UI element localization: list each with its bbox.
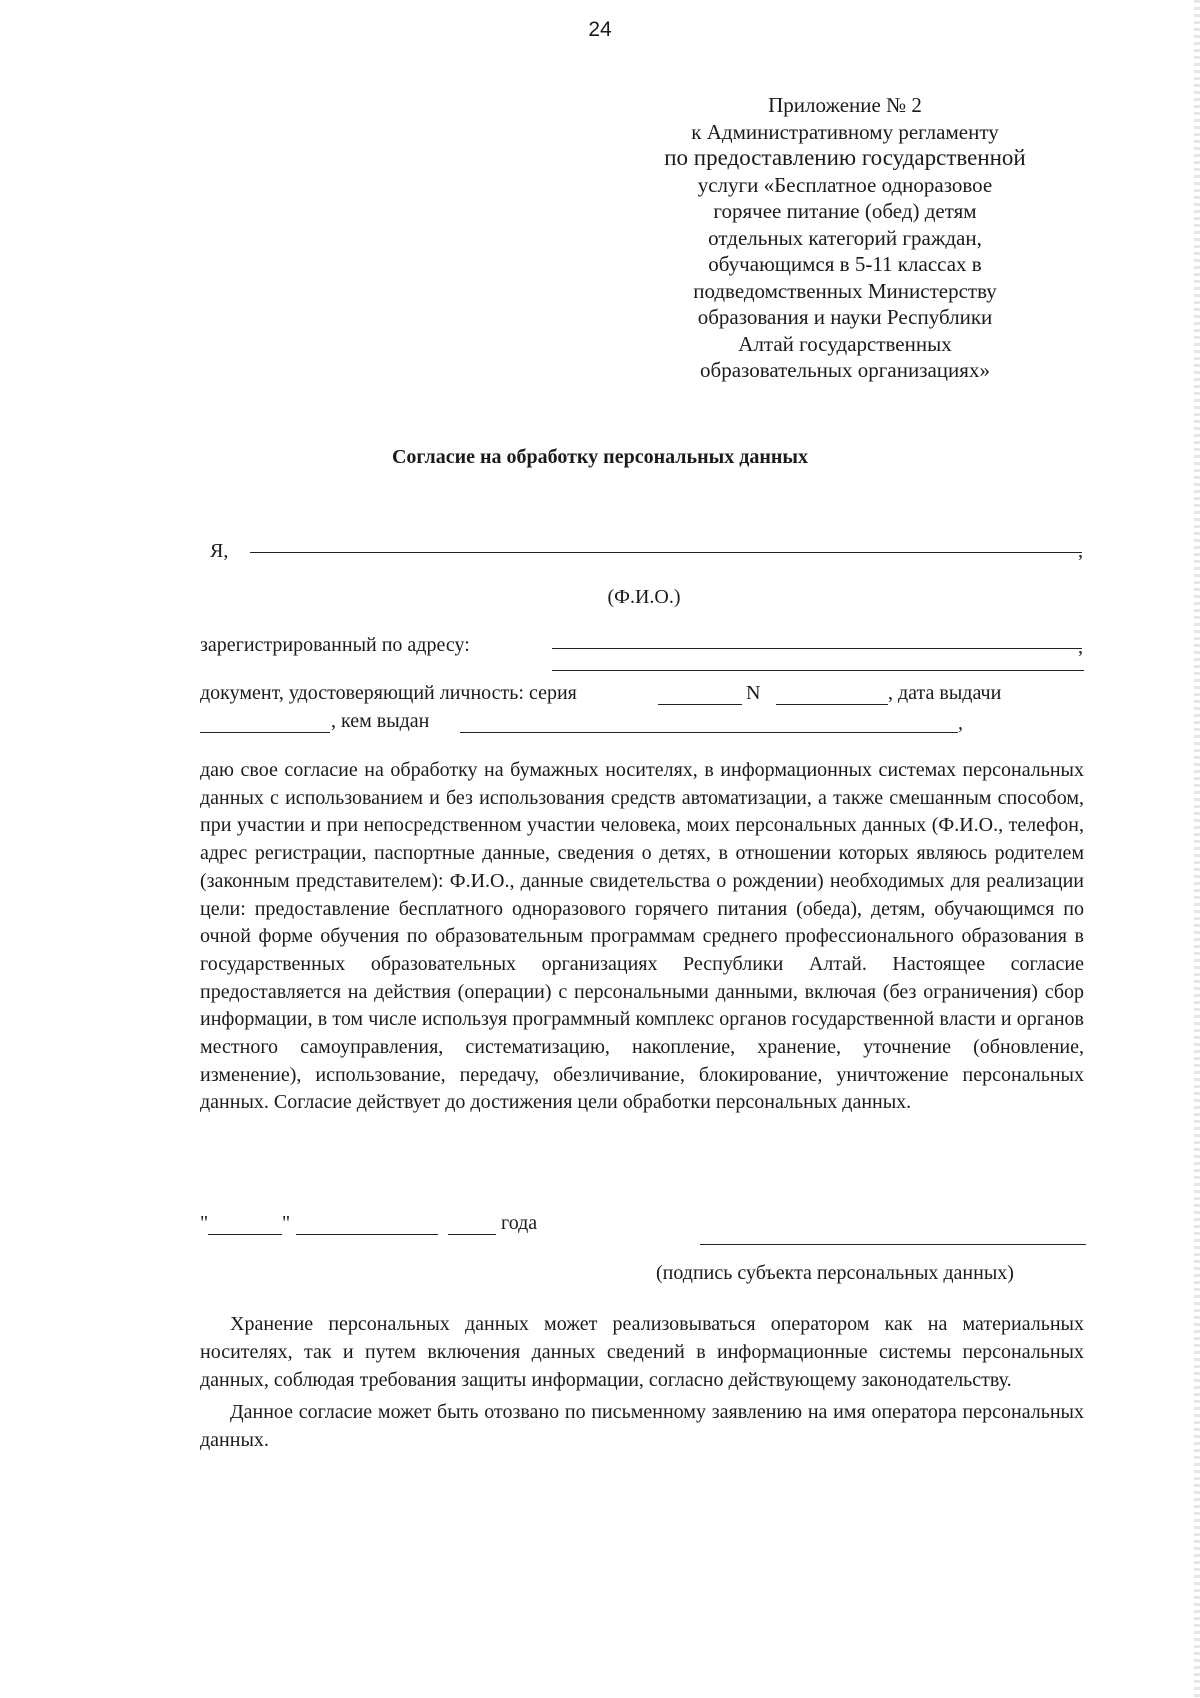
storage-note: Хранение персональных данных может реализовываться оператором как на материальных носителях, так и путем включения данных сведений в информационные системы персональных данных, соблюдая требования защиты информации, согласно действующему законодательству. (200, 1313, 1084, 1391)
notes-section (200, 1310, 1084, 1458)
fio-comma: , (1078, 540, 1083, 562)
issued-by-comma: , (958, 712, 963, 734)
appendix-line: Алтай государственных (738, 331, 952, 356)
page-number: 24 (588, 18, 612, 41)
number-field[interactable] (776, 704, 888, 705)
i-label: Я, (210, 540, 229, 562)
appendix-line: услуги «Бесплатное одноразовое (697, 172, 993, 197)
appendix-line: отдельных категорий граждан, (708, 225, 982, 250)
appendix-line: обучающимся в 5-11 классах в (708, 252, 982, 276)
day-field[interactable] (208, 1234, 282, 1235)
appendix-line: по предоставлению государственной (664, 145, 1026, 170)
document-label: документ, удостоверяющий личность: серия (200, 682, 577, 704)
issue-date-field[interactable] (200, 732, 330, 733)
appendix-line: Приложение № 2 (768, 93, 922, 117)
issued-by-label: , кем выдан (331, 710, 430, 732)
appendix-line: к Административному регламенту (691, 119, 999, 144)
appendix-line: подведомственных Министерству (693, 278, 997, 303)
appendix-header (645, 92, 1045, 384)
address-label: зарегистрированный по адресу: (200, 634, 470, 656)
fio-caption: (Ф.И.О.) (607, 586, 681, 608)
year-word: года (501, 1212, 538, 1234)
year-field[interactable] (448, 1234, 496, 1235)
appendix-line: образовательных организациях» (700, 358, 990, 382)
issue-date-label: , дата выдачи (888, 682, 1002, 704)
date-open-quote: " (200, 1212, 209, 1234)
address-field[interactable] (552, 648, 1082, 649)
consent-text: даю свое согласие на обработку на бумажных носителях, в информационных системах персональных данных с использованием и без использования средств автоматизации, а также смешанным способом, при участии и при непосредственном участии человека, моих персональных данных (Ф.И.О., телефон, адрес регистрации, паспортные данные, сведения о детях, в отношении которых являюсь родителем (законным представителем): Ф.И.О., данные свидетельства о рождении) необходимых для реализации цели: предоставление бесплатного одноразового горячего питания (обеда), детям, обучающимся по очной форме обучения по образовательным программам среднего профессионального образования в государственных образовательных организациях Республики Алтай. Настоящее согласие предоставляется на действия (операции) с персональными данными, включая (без ограничения) сбор информации, в том числе используя программный комплекс органов государственной власти и органов местного самоуправления, систематизацию, накопление, хранение, уточнение (обновление, изменение), использование, передачу, обезличивание, блокирование, уничтожение персональных данных. Согласие действует до достижения цели обработки персональных данных. (200, 759, 1084, 1114)
series-field[interactable] (658, 704, 742, 705)
document-title: Согласие на обработку персональных данных (391, 446, 808, 468)
appendix-line: образования и науки Республики (697, 305, 993, 329)
month-field[interactable] (296, 1234, 438, 1235)
address-field-line2[interactable] (552, 670, 1084, 671)
signature-caption: (подпись субъекта персональных данных) (656, 1262, 1014, 1284)
fio-field[interactable] (250, 552, 1082, 553)
issued-by-field[interactable] (460, 732, 958, 733)
number-label: N (746, 682, 761, 704)
revocation-note: Данное согласие может быть отозвано по письменному заявлению на имя оператора персональных данных. (200, 1401, 1084, 1451)
date-close-quote: " (282, 1212, 291, 1234)
signature-field[interactable] (700, 1244, 1086, 1245)
address-comma: , (1078, 636, 1083, 658)
scan-edge-strip (1194, 0, 1200, 1698)
appendix-line: горячее питание (обед) детям (713, 199, 977, 223)
